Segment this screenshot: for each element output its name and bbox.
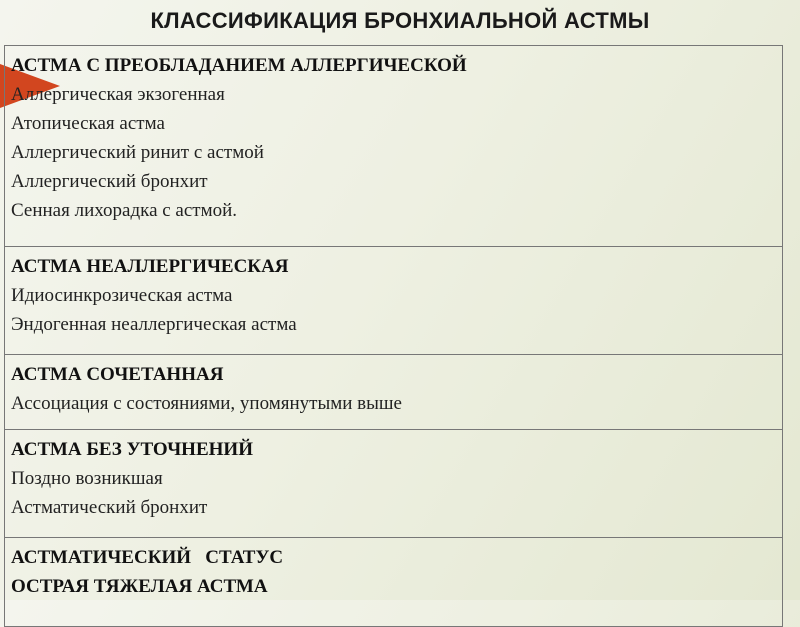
table-cell-nonallergic [5, 247, 783, 355]
table-row [5, 538, 783, 627]
table-cell-status [5, 538, 783, 627]
section-subheading: ОСТРАЯ ТЯЖЕЛАЯ АСТМА [11, 576, 268, 597]
list-item: Поздно возникшая [11, 468, 163, 489]
table-row [5, 430, 783, 538]
section-heading: АСТМА СОЧЕТАННАЯ [11, 364, 224, 385]
table-cell-mixed [5, 355, 783, 430]
table-cell-unspecified [5, 430, 783, 538]
list-item: Ассоциация с состояниями, упомянутыми выше [11, 393, 402, 414]
section-heading: АСТМА С ПРЕОБЛАДАНИЕМ АЛЛЕРГИЧЕСКОЙ [11, 55, 467, 76]
section-heading: АСТМАТИЧЕСКИЙ СТАТУС [11, 547, 284, 568]
list-item: Астматический бронхит [11, 497, 208, 518]
classification-table [4, 45, 783, 627]
list-item: Эндогенная неаллергическая астма [11, 314, 297, 335]
section-heading: АСТМА НЕАЛЛЕРГИЧЕСКАЯ [11, 256, 289, 277]
table-row [5, 247, 783, 355]
table-cell-allergic [5, 46, 783, 247]
list-item: Аллергический бронхит [11, 171, 208, 192]
section-heading: АСТМА БЕЗ УТОЧНЕНИЙ [11, 439, 253, 460]
list-item: Идиосинкрозическая астма [11, 285, 233, 306]
list-item: Аллергический ринит с астмой [11, 142, 264, 163]
list-item: Сенная лихорадка с астмой. [11, 200, 238, 221]
table-row [5, 46, 783, 247]
slide-title: КЛАССИФИКАЦИЯ БРОНХИАЛЬНОЙ АСТМЫ [150, 8, 650, 33]
list-item: Аллергическая экзогенная [11, 84, 225, 105]
table-row [5, 355, 783, 430]
classification-table-container [4, 45, 783, 627]
list-item: Атопическая астма [11, 113, 165, 134]
